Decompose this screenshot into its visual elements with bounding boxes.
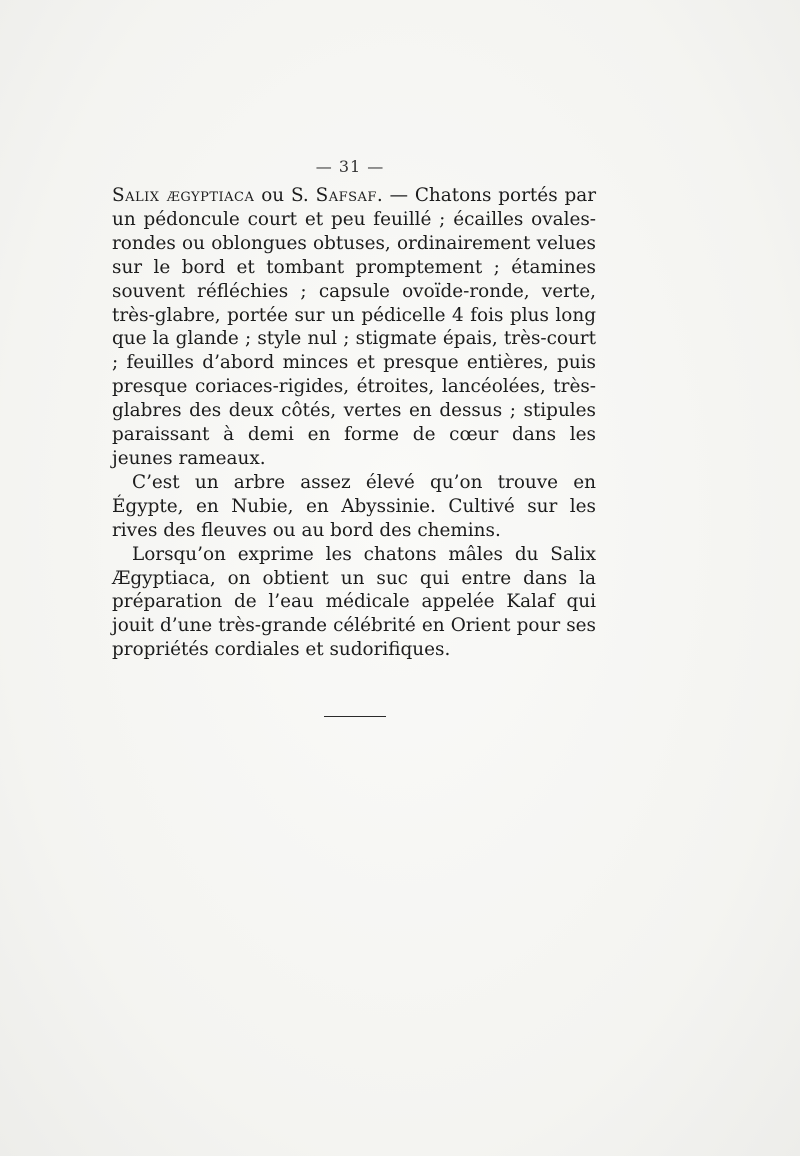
species-synonym: Safsaf: [315, 185, 377, 206]
paragraph-habitat: C’est un arbre assez élevé qu’on trouve en Égypte, en Nubie, en Abyssinie. Cultivé sur les rives des fleuves ou au bord des chemins.: [112, 471, 596, 541]
section-divider: [324, 716, 386, 717]
page-body: [112, 184, 596, 662]
species-description: . — Chatons portés par un pédoncule court et peu feuillé ; écailles ovales-rondes ou oblongues obtuses, ordinairement velues sur le bord et tombant promptement ; étamines souvent réfléchies ; capsule ovoïde-ronde, verte, très-glabre, portée sur un pédicelle 4 fois plus long que la glande ; style nul ; stigmate épais, très-court ; feuilles d’abord minces et presque entières, puis presque coriaces-rigides, étroites, lancéolées, très-glabres des deux côtés, vertes en dessus ; stipules paraissant à demi en forme de cœur dans les jeunes rameaux.: [112, 185, 596, 469]
species-name: Salix ægyptiaca: [112, 185, 255, 206]
species-connector: ou S.: [254, 185, 316, 206]
paragraph-salix-description: [112, 184, 596, 471]
paragraph-uses: Lorsqu’on exprime les chatons mâles du Salix Ægyptiaca, on obtient un suc qui entre dans la préparation de l’eau médicale appelée Kalaf qui jouit d’une très-grande célébrité en Orient pour ses propriétés cordiales et sudorifiques.: [112, 543, 596, 661]
page-number: — 31 —: [315, 157, 385, 176]
